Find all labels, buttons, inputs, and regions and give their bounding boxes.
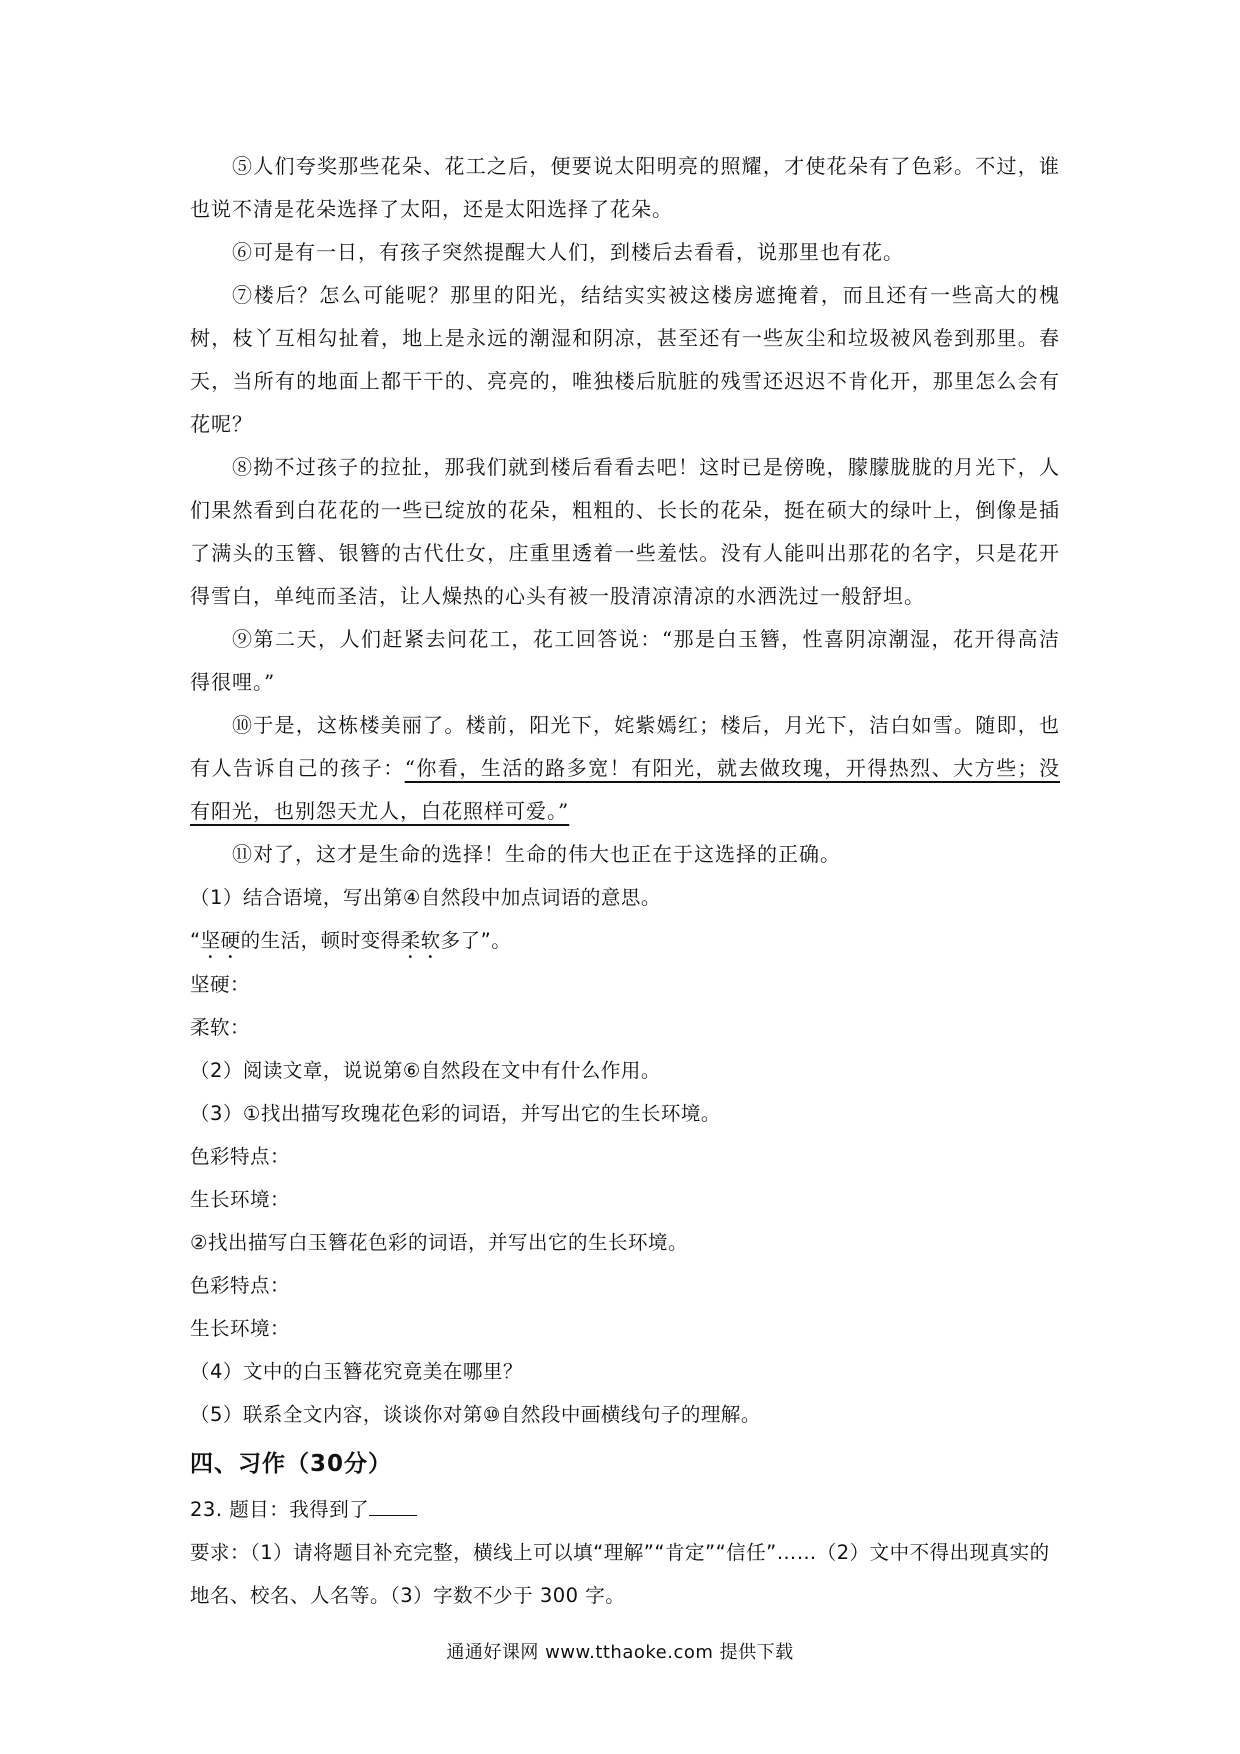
answer-label-soft: 柔软： (190, 1016, 251, 1039)
answer-label-hard: 坚硬： (190, 973, 251, 996)
question-23-label: 23. 题目：我得到了 (190, 1498, 370, 1521)
paragraph-9: ⑨第二天，人们赶紧去问花工，花工回答说：“那是白玉簪，性喜阴凉潮湿，花开得高洁得很哩。” (190, 627, 1060, 694)
paragraph-5: ⑤人们夸奖那些花朵、花工之后，便要说太阳明亮的照耀，才使花朵有了色彩。不过，谁也说不清是花朵选择了太阳，还是太阳选择了花朵。 (190, 154, 1060, 221)
dotted-word-hard: 坚硬 (200, 929, 241, 952)
question-3-part-2: ②找出描写白玉簪花色彩的词语，并写出它的生长环境。 (190, 1231, 688, 1254)
question-23 (190, 1488, 1060, 1531)
dotted-word-soft: 柔软 (400, 929, 441, 952)
paragraph-6: ⑥可是有一日，有孩子突然提醒大人们，到楼后去看看，说那里也有花。 (232, 240, 904, 264)
question-1: （1）结合语境，写出第④自然段中加点词语的意思。 (190, 886, 661, 909)
paragraph-7: ⑦楼后？怎么可能呢？那里的阳光，结结实实被这楼房遮掩着，而且还有一些高大的槐树，枝丫互相勾扯着，地上是永远的潮湿和阴凉，甚至还有一些灰尘和垃圾被风卷到那里。春天，当所有的地面上都干干的、亮亮的，唯独楼后肮脏的残雪还迟迟不肯化开，那里怎么会有花呢？ (190, 283, 1060, 436)
paragraph-8: ⑧拗不过孩子的拉扯，那我们就到楼后看看去吧！这时已是傍晚，朦朦胧胧的月光下，人们果然看到白花花的一些已绽放的花朵，粗粗的、长长的花朵，挺在硕大的绿叶上，倒像是插了满头的玉簪、银簪的古代仕女，庄重里透着一些羞怯。没有人能叫出那花的名字，只是花开得雪白，单纯而圣洁，让人燥热的心头有被一股清凉清凉的水洒洗过一般舒坦。 (190, 455, 1060, 608)
footer-credit: 通通好课网 www.tthaoke.com 提供下载 (446, 1642, 794, 1663)
answer-label-color-rose: 色彩特点： (190, 1145, 291, 1168)
quote-middle: 的生活，顿时变得 (240, 929, 401, 952)
question-2: （2）阅读文章，说说第⑥自然段在文中有什么作用。 (190, 1059, 661, 1082)
question-1-quote (190, 919, 1060, 963)
question-5: （5）联系全文内容，谈谈你对第⑩自然段中画横线句子的理解。 (190, 1403, 761, 1426)
answer-label-color-jade: 色彩特点： (190, 1274, 291, 1297)
quote-close: 多了”。 (440, 929, 512, 952)
paragraph-10 (190, 704, 1060, 833)
fill-in-blank[interactable] (369, 1514, 417, 1516)
quote-open: “ (190, 929, 201, 952)
paragraph-11: ⑪对了，这才是生命的选择！生命的伟大也正在于这选择的正确。 (232, 842, 841, 866)
underlined-sentence: “你看，生活的路多宽！有阳光，就去做玫瑰，开得热烈、大方些；没有阳光，也别怨天尤人，白花照样可爱。” (190, 756, 1061, 823)
section-title: 四、习作（30分） (190, 1451, 393, 1477)
question-3: （3）①找出描写玫瑰花色彩的词语，并写出它的生长环境。 (190, 1102, 721, 1125)
paragraph-10-text: ⑩于是，这栋楼美丽了。楼前，阳光下，姹紫嫣红；楼后，月光下，洁白如雪。随即，也有人告诉自己的孩子： (190, 713, 1060, 780)
question-23-requirements: 要求：（1）请将题目补充完整，横线上可以填“理解”“肯定”“信任”……（2）文中不得出现真实的地名、校名、人名等。（3）字数不少于 300 字。 (190, 1541, 1050, 1607)
question-4: （4）文中的白玉簪花究竟美在哪里？ (190, 1360, 523, 1383)
answer-label-env-rose: 生长环境： (190, 1188, 291, 1211)
document-page (190, 145, 1060, 1617)
answer-label-env-jade: 生长环境： (190, 1317, 291, 1340)
